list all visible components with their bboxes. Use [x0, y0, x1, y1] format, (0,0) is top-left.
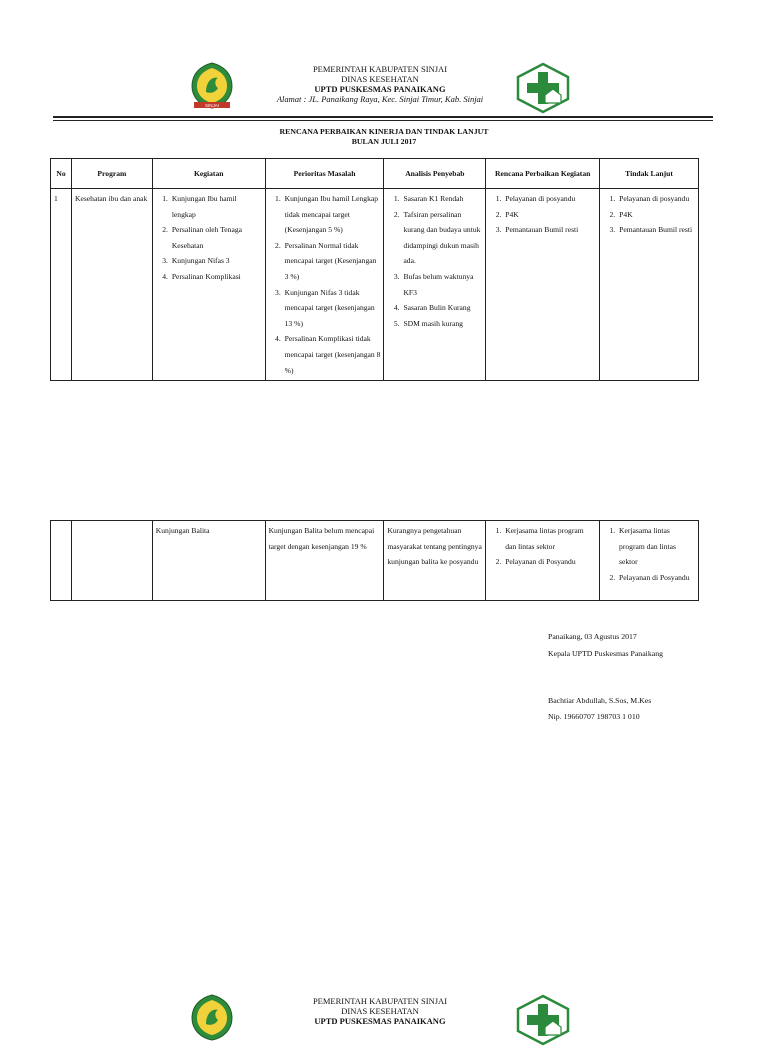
title-line-1: RENCANA PERBAIKAN KINERJA DAN TINDAK LANJUT — [279, 127, 489, 136]
list-item: 1. Kunjungan Ibu hamil lengkap — [170, 191, 262, 222]
col-header-rencana: Rencana Perbaikan Kegiatan — [486, 159, 600, 189]
cell-program: Kesehatan ibu dan anak — [71, 189, 152, 381]
list-item: 1. Kerjasama lintas program dan lintas sektor — [503, 523, 596, 554]
cell-program — [71, 521, 152, 601]
list-item: 3. Pemantauan Bumil resti — [617, 222, 695, 238]
table-header-row — [51, 159, 699, 189]
col-header-tindak: Tindak Lanjut — [600, 159, 699, 189]
signature-position: Kepala UPTD Puskesmas Panaikang — [548, 649, 663, 658]
list-item: 4. Persalinan Komplikasi tidak mencapai target (kesenjangan 8 %) — [283, 331, 381, 378]
list-item: 3. Pemantauan Bumil resti — [503, 222, 596, 238]
sinjai-regency-logo-icon — [190, 62, 234, 110]
cell-rencana — [486, 521, 600, 601]
cell-penyebab: Kurangnya pengetahuan masyarakat tentang pentingnya kunjungan balita ke posyandu — [384, 521, 486, 601]
list-item: 3. Kunjungan Nifas 3 tidak mencapai target (kesenjangan 13 %) — [283, 285, 381, 332]
cell-rencana — [486, 189, 600, 381]
cell-masalah: Kunjungan Balita belum mencapai target dengan kesenjangan 19 % — [265, 521, 384, 601]
list-item: 2. Persalinan oleh Tenaga Kesehatan — [170, 222, 262, 253]
list-item: 1. Kerjasama lintas program dan lintas sektor — [617, 523, 695, 570]
list-item: 4. Persalinan Komplikasi — [170, 269, 262, 285]
signature-name: Bachtiar Abdullah, S.Sos, M.Kes — [548, 696, 652, 705]
sinjai-regency-logo-icon — [190, 994, 234, 1042]
letterhead-line-3: UPTD PUSKESMAS PANAIKANG — [314, 84, 446, 94]
cell-kegiatan — [152, 189, 265, 381]
list-item: 4. Sasaran Bulin Kurang — [401, 300, 482, 316]
letterhead-line-1: PEMERINTAH KABUPATEN SINJAI — [312, 64, 448, 74]
performance-table — [50, 158, 699, 381]
table-row — [51, 521, 699, 601]
list-item: 2. Persalinan Normal tidak mencapai target (Kesenjangan 3 %) — [283, 238, 381, 285]
list-item: 1. Pelayanan di posyandu — [617, 191, 695, 207]
list-item: 1. Sasaran K1 Rendah — [401, 191, 482, 207]
title-line-2: BULAN JULI 2017 — [351, 136, 417, 146]
cell-kegiatan: Kunjungan Balita — [152, 521, 265, 601]
cell-masalah — [265, 189, 384, 381]
cell-tindak — [600, 189, 699, 381]
col-header-no: No — [51, 159, 72, 189]
cell-tindak — [600, 521, 699, 601]
col-header-masalah: Perioritas Masalah — [265, 159, 384, 189]
letterhead-line-2: DINAS KESEHATAN — [341, 74, 419, 84]
col-header-kegiatan: Kegiatan — [152, 159, 265, 189]
cell-no: 1 — [51, 189, 72, 381]
header-rule-thin — [53, 120, 713, 121]
list-item: 1. Pelayanan di posyandu — [503, 191, 596, 207]
table-row — [51, 189, 699, 381]
performance-table-continued — [50, 520, 699, 601]
list-item: 3. Bufas belum waktunya KF3 — [401, 269, 482, 300]
list-item: 3. Kunjungan Nifas 3 — [170, 253, 262, 269]
logo-left-text: SINJAI — [204, 103, 220, 108]
letterhead-address: Alamat : JL. Panaikang Raya, Kec. Sinjai Timur, Kab. Sinjai — [276, 94, 484, 104]
col-header-penyebab: Analisis Penyebab — [384, 159, 486, 189]
letterhead-line-1: PEMERINTAH KABUPATEN SINJAI — [312, 996, 448, 1006]
col-header-program: Program — [71, 159, 152, 189]
cell-no — [51, 521, 72, 601]
letterhead-line-2: DINAS KESEHATAN — [341, 1006, 419, 1016]
letterhead-text — [250, 996, 510, 1026]
list-item: 2. Pelayanan di Posyandu — [503, 554, 596, 570]
letterhead-line-3: UPTD PUSKESMAS PANAIKANG — [314, 1016, 446, 1026]
list-item: 5. SDM masih kurang — [401, 316, 482, 332]
list-item: 2. Tafsiran persalinan kurang dan budaya untuk didampingi dukun masih ada. — [401, 207, 482, 269]
list-item: 2. P4K — [617, 207, 695, 223]
header-rule-thick — [53, 116, 713, 118]
cell-penyebab — [384, 189, 486, 381]
signature-nip: Nip. 19660707 198703 1 010 — [548, 712, 640, 721]
puskesmas-cross-logo-icon — [515, 994, 571, 1046]
list-item: 2. P4K — [503, 207, 596, 223]
letterhead-text — [250, 64, 510, 104]
signature-place-date: Panaikang, 03 Agustus 2017 — [548, 632, 637, 641]
list-item: 1. Kunjungan Ibu hamil Lengkap tidak mencapai target (Kesenjangan 5 %) — [283, 191, 381, 238]
list-item: 2. Pelayanan di Posyandu — [617, 570, 695, 586]
puskesmas-cross-logo-icon — [515, 62, 571, 114]
document-title — [0, 127, 768, 146]
